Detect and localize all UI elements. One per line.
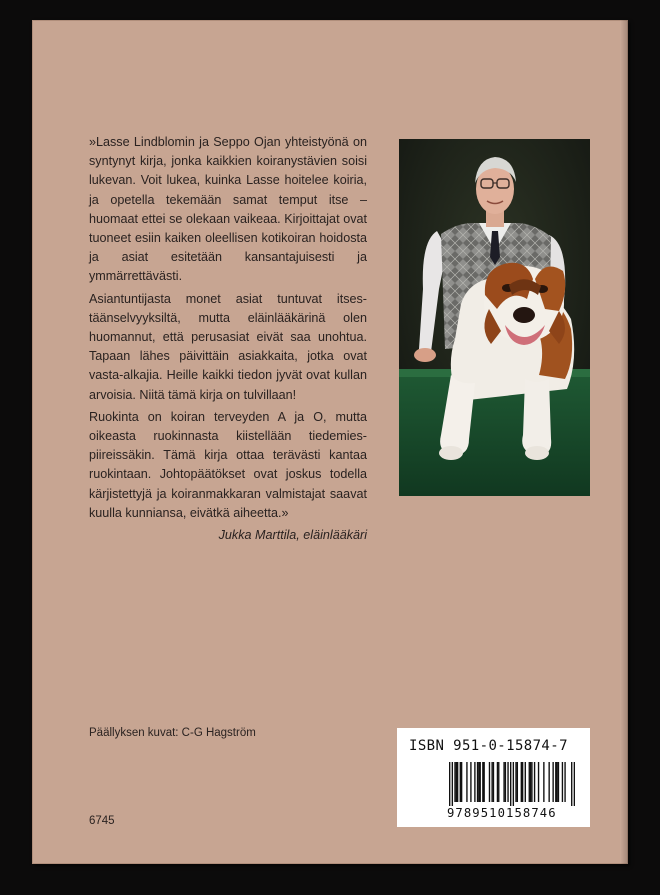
barcode-bar bbox=[480, 762, 481, 802]
blurb-paragraph-3: Ruokinta on koiran terveyden A ja O, mutta oikeasta ruokinnasta kiistellään tiedemiespiireissäkin. Tämä kirja ottaa terävästi kantaa ruokintaan. Johtopäätökset ovat joskus todella kärjistettyjä ja koiranmakkaran valmistajat saavat kuulla kunniansa, eivätkä aiheetta.» bbox=[89, 409, 367, 520]
barcode-bar bbox=[522, 762, 523, 802]
barcode-bar bbox=[515, 762, 516, 802]
blurb-text bbox=[89, 133, 367, 545]
barcode-bar bbox=[483, 762, 484, 802]
ean13-barcode bbox=[449, 762, 575, 806]
barcode-bar bbox=[466, 762, 467, 802]
barcode-bar bbox=[497, 762, 498, 802]
barcode-bar bbox=[548, 762, 549, 802]
barcode-bar bbox=[534, 762, 535, 802]
barcode-bar bbox=[482, 762, 483, 802]
barcode-bar bbox=[555, 762, 556, 802]
barcode-bar bbox=[478, 762, 479, 802]
barcode-bar bbox=[558, 762, 559, 802]
blurb-signature: Jukka Marttila, eläinlääkäri bbox=[218, 528, 367, 543]
barcode-bar bbox=[574, 762, 575, 806]
barcode-bar bbox=[521, 762, 522, 802]
photo-credit: Päällyksen kuvat: C-G Hagström bbox=[89, 727, 256, 739]
barcode-bar bbox=[503, 762, 504, 802]
barcode-bar bbox=[529, 762, 530, 802]
barcode-bar bbox=[571, 762, 572, 806]
barcode-bar bbox=[493, 762, 494, 802]
ean-number: 9789510158746 bbox=[447, 806, 557, 820]
barcode-bar bbox=[474, 762, 475, 802]
barcode-bar bbox=[517, 762, 518, 802]
blurb-paragraph-1: »Lasse Lindblomin ja Seppo Ojan yhteistyönä on syntynyt kirja, jonka kaikkien koiranystävien soisi lukevan. Voit lukea, kuinka Lasse hoitelee koiria, ja opetella tekemään samat temput itse – huomaat ettei se olekaan vaikeaa. Kirjoittajat ovat tuoneet esiin kaiken oleellisen kotikoiran hoidosta ja asiat esitetään kansantajuisesti ja ymmärrettävästi. bbox=[89, 135, 367, 284]
blurb-paragraph-2: Asiantuntijasta monet asiat tuntuvat itsestäänselvyyksiltä, mutta eläinlääkärinä olen huomannut, että perusasiat eivät saa unohtua. Tapaan lähes päivittäin asiakkaita, jotka ovat vasta-alkajia. Heille kaikki tiedon jyvät ovat kullan arvoisia. Niitä tämä kirja on tulvillaan! bbox=[89, 291, 367, 402]
barcode-bar bbox=[543, 762, 544, 802]
barcode-bar bbox=[461, 762, 462, 802]
man-with-st-bernard-dog-photo bbox=[399, 139, 590, 496]
barcode-bar bbox=[460, 762, 461, 802]
barcode-bar bbox=[489, 762, 490, 802]
barcode-bar bbox=[477, 762, 478, 802]
barcode-bar bbox=[562, 762, 563, 802]
barcode-bar bbox=[491, 762, 492, 802]
barcode-bar bbox=[507, 762, 508, 802]
barcode-bar bbox=[510, 762, 511, 806]
barcode-bar bbox=[449, 762, 450, 806]
book-back-cover bbox=[32, 20, 628, 864]
barcode-bar bbox=[498, 762, 499, 802]
barcode-bar bbox=[531, 762, 532, 802]
barcode-bar bbox=[530, 762, 531, 802]
barcode-bar bbox=[470, 762, 471, 802]
barcode-bar bbox=[538, 762, 539, 802]
barcode-bar bbox=[552, 762, 553, 802]
barcode-bar bbox=[452, 762, 453, 806]
barcode-bar bbox=[564, 762, 565, 802]
barcode-bar bbox=[525, 762, 526, 802]
barcode-bar bbox=[556, 762, 557, 802]
barcode-bar bbox=[456, 762, 457, 802]
barcode-bar bbox=[513, 762, 514, 806]
product-code: 6745 bbox=[89, 815, 115, 827]
isbn-barcode-box bbox=[397, 728, 590, 827]
isbn-number: ISBN 951-0-15874-7 bbox=[409, 738, 568, 754]
barcode-bar bbox=[454, 762, 455, 802]
barcode-bar bbox=[457, 762, 458, 802]
barcode-bar bbox=[505, 762, 506, 802]
